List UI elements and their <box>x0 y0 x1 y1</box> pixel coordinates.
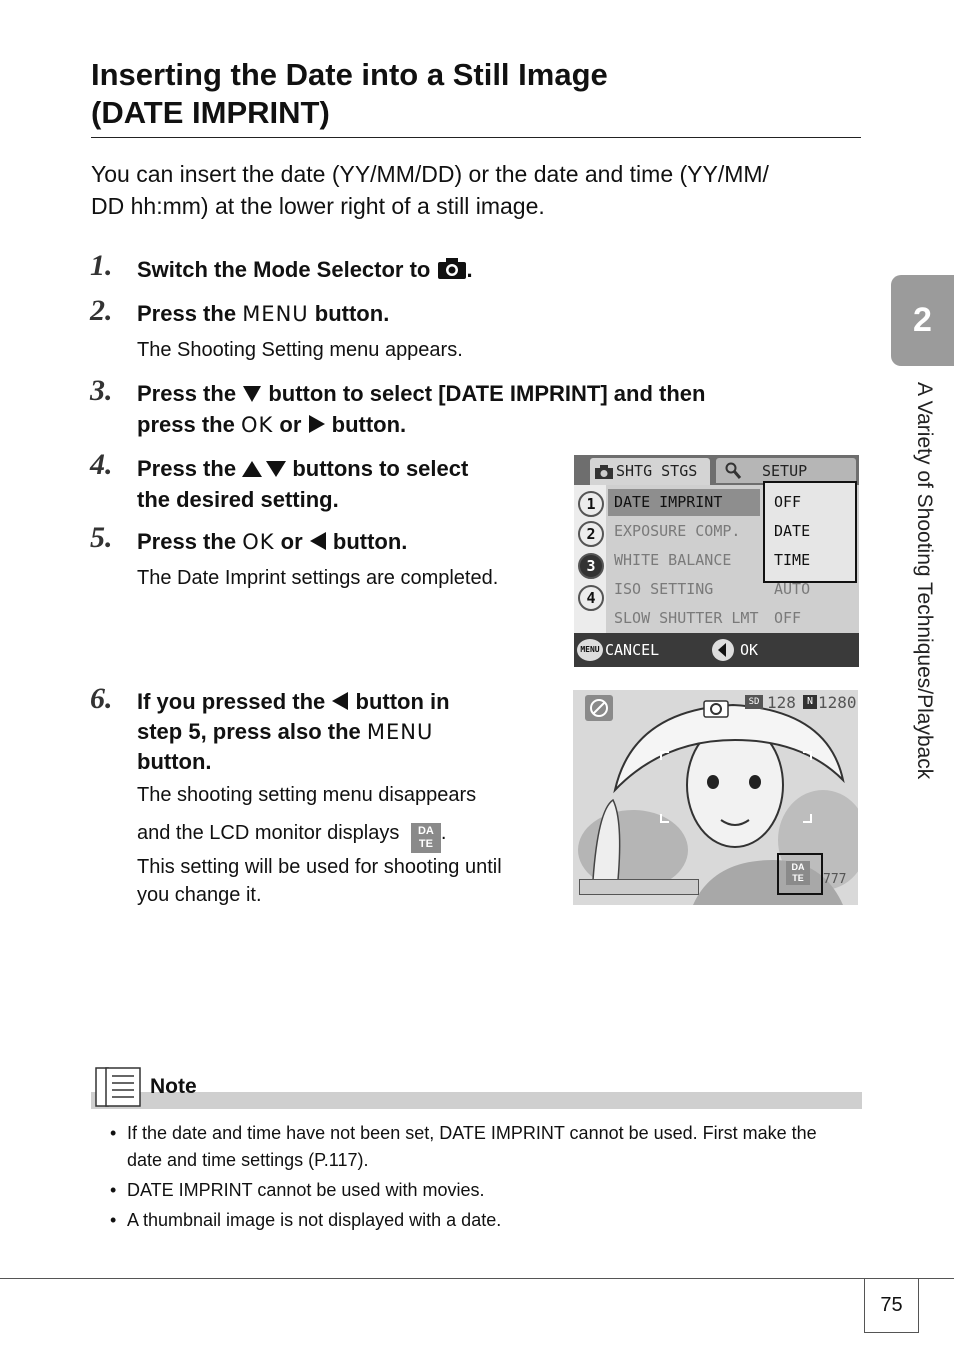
note-icon <box>94 1066 144 1108</box>
step-1-label: Switch the Mode Selector to <box>137 257 431 282</box>
step-3-tail: button to select [DATE IMPRINT] and then <box>268 381 706 406</box>
title-rule <box>91 137 861 138</box>
step-1-text <box>137 254 473 285</box>
step-6-sub-1: The shooting setting menu disappears <box>137 784 477 806</box>
note-bullet-3: • A thumbnail image is not displayed with a date. <box>110 1207 850 1234</box>
step-1-period: . <box>466 257 473 282</box>
step-3-line2: press the <box>137 412 235 437</box>
menu-value-date: DATE <box>774 522 811 540</box>
title-line-2: (DATE IMPRINT) <box>91 95 330 130</box>
menu-value-off: OFF <box>774 493 802 511</box>
step-5-or: or <box>280 529 303 554</box>
down-triangle-icon <box>242 385 262 403</box>
menu-row-date-imprint: DATE IMPRINT <box>614 493 723 511</box>
menu-row-number-1: 1 <box>578 491 604 517</box>
menu-value-auto: AUTO <box>774 580 811 598</box>
step-5-text <box>137 526 407 558</box>
menu-button-label-2: MENU <box>366 720 434 744</box>
step-5-tail: button. <box>332 529 408 554</box>
step-6-tail: button in <box>355 689 450 714</box>
step-6-sub-4: you change it. <box>137 884 262 906</box>
step-4-label: Press the <box>137 456 237 481</box>
lcd-remaining: 777 <box>823 872 847 887</box>
lcd-date-icon-top: DA <box>791 862 805 872</box>
menu-screenshot <box>574 455 859 667</box>
step-number-3: 3. <box>90 374 113 407</box>
menu-row-number-3: 3 <box>578 553 604 579</box>
step-number-2: 2. <box>90 294 113 327</box>
ok-button-label: OK <box>240 413 274 437</box>
chapter-title-vertical: A Variety of Shooting Techniques/Playback <box>913 382 936 780</box>
date-icon-bottom: TE <box>418 838 433 850</box>
page-title <box>91 56 861 132</box>
note-bar <box>91 1092 862 1109</box>
note-bullet-2: • DATE IMPRINT cannot be used with movies. <box>110 1177 850 1204</box>
step-number-6: 6. <box>90 682 113 715</box>
page-number: 75 <box>864 1278 919 1333</box>
right-triangle-icon <box>308 414 326 434</box>
up-down-triangle-icon <box>242 460 286 478</box>
step-2-label: Press the <box>137 301 237 326</box>
step-3-end: button. <box>331 412 407 437</box>
step-5-sub: The Date Imprint settings are completed. <box>137 567 499 589</box>
note-bullet-1-line-1: If the date and time have not been set, DATE IMPRINT cannot be used. First make the <box>127 1123 817 1143</box>
menu-value-off-2: OFF <box>774 609 802 627</box>
note-bullet-1: • If the date and time have not been set, DATE IMPRINT cannot be used. First make the date and time settings (P.117). <box>110 1123 817 1170</box>
sd-card-icon: SD <box>745 695 763 709</box>
menu-row-number-4: 4 <box>578 585 604 611</box>
menu-row-number-2: 2 <box>578 521 604 547</box>
step-6-sub-2-text: and the LCD monitor displays <box>137 822 400 844</box>
menu-icon: MENU <box>577 639 603 661</box>
menu-row-exposure: EXPOSURE COMP. <box>614 522 741 540</box>
lcd-image-size: 1280 <box>818 693 857 712</box>
menu-value-time: TIME <box>774 551 811 569</box>
step-6-sub-2 <box>137 819 446 853</box>
note-bullet-2-text: DATE IMPRINT cannot be used with movies. <box>127 1180 485 1200</box>
step-number-4: 4. <box>90 448 113 481</box>
step-4-tail: buttons to select <box>292 456 469 481</box>
left-triangle-icon <box>309 531 327 551</box>
title-line-1: Inserting the Date into a Still Image <box>91 57 608 92</box>
step-number-1: 1. <box>90 249 113 282</box>
note-bullet-3-text: A thumbnail image is not displayed with a date. <box>127 1210 502 1230</box>
step-3-or: or <box>279 412 302 437</box>
camera-icon <box>437 256 467 280</box>
chapter-tab: 2 <box>891 275 954 366</box>
step-4-line2: the desired setting. <box>137 487 339 512</box>
step-3-label: Press the <box>137 381 237 406</box>
date-icon-top: DA <box>417 825 434 837</box>
step-4-text <box>137 453 468 515</box>
step-5-label: Press the <box>137 529 237 554</box>
intro-paragraph <box>91 158 861 222</box>
menu-tab-setup <box>716 458 856 483</box>
step-number-5: 5. <box>90 521 113 554</box>
lcd-shot-count: 128 <box>767 693 796 712</box>
wrench-icon <box>724 462 742 480</box>
menu-row-white-balance: WHITE BALANCE <box>614 551 732 569</box>
zoom-bar <box>579 879 699 895</box>
step-6-text <box>137 687 547 777</box>
step-3-text <box>137 378 705 441</box>
menu-cancel-label: CANCEL <box>605 641 660 659</box>
camera-icon <box>594 464 614 480</box>
footer-rule <box>0 1278 954 1279</box>
ok-button-label-2: OK <box>242 530 275 554</box>
left-arrow-icon <box>711 638 735 662</box>
flash-off-icon <box>585 695 613 721</box>
camera-mode-icon <box>703 696 729 718</box>
intro-line-1: You can insert the date (YY/MM/DD) or the date and time (YY/MM/ <box>91 161 769 187</box>
left-triangle-icon <box>331 691 349 711</box>
step-2-tail: button. <box>314 301 390 326</box>
menu-row-iso: ISO SETTING <box>614 580 714 598</box>
menu-tab-shtg <box>590 458 710 485</box>
menu-tab-shtg-label: SHTG STGS <box>616 462 698 480</box>
menu-tab-setup-label: SETUP <box>762 462 808 480</box>
lcd-date-icon <box>786 861 810 885</box>
step-6-sub-2-end: . <box>440 822 447 844</box>
lcd-date-icon-bottom: TE <box>792 873 804 883</box>
menu-row-slow-shutter: SLOW SHUTTER LMT <box>614 609 759 627</box>
menu-ok-label: OK <box>740 641 759 659</box>
note-label: Note <box>150 1075 197 1098</box>
quality-icon: N <box>803 695 817 709</box>
intro-line-2: DD hh:mm) at the lower right of a still image. <box>91 193 545 219</box>
lcd-screenshot <box>573 690 858 905</box>
menu-button-label: MENU <box>242 302 309 326</box>
note-bullet-1-line-2: date and time settings (P.117). <box>127 1150 369 1170</box>
step-6-line2: step 5, press also the <box>137 719 361 744</box>
step-6-line3: button. <box>137 749 212 774</box>
step-2-text <box>137 298 389 330</box>
step-2-sub: The Shooting Setting menu appears. <box>137 339 463 361</box>
step-6-label: If you pressed the <box>137 689 326 714</box>
date-imprint-icon <box>411 823 441 853</box>
step-6-sub-3: This setting will be used for shooting until <box>137 856 502 878</box>
